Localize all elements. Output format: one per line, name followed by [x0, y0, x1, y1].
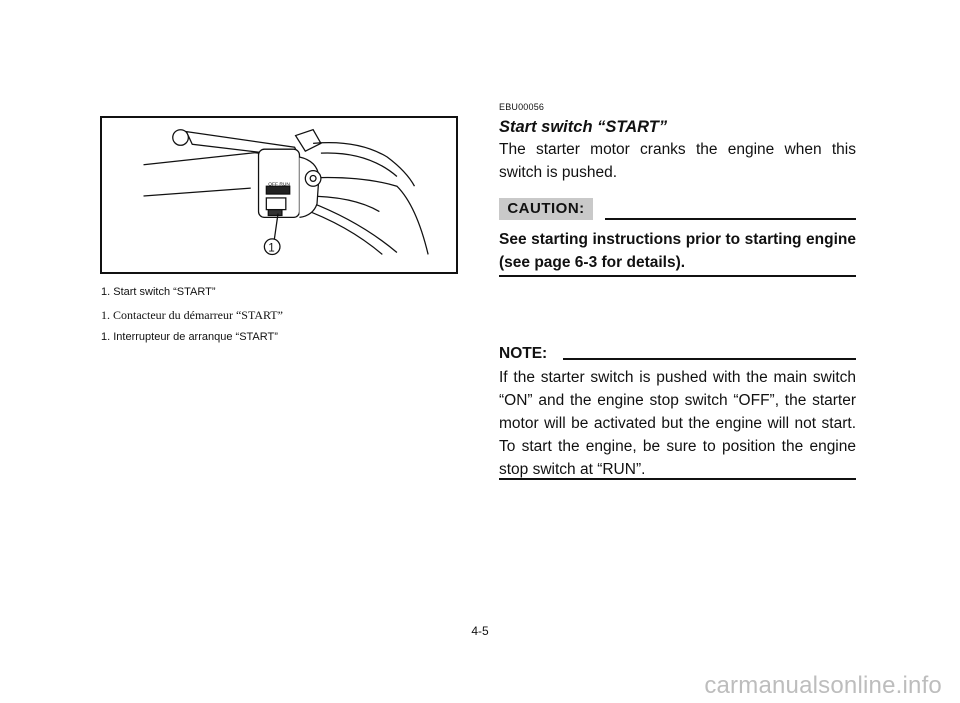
note-rule	[563, 358, 856, 360]
section-title: Start switch “START”	[499, 118, 668, 136]
note-text: If the starter switch is pushed with the main switch “ON” and the engine stop switch “OFF”, the starter motor will be activated but the engine will not start. To start the engine, be sure to position the engine stop switch at “RUN”.	[499, 369, 856, 478]
start-switch-illustration	[100, 116, 458, 274]
caution-text: See starting instructions prior to starting engine (see page 6-3 for details).	[499, 231, 856, 271]
caption-english: 1. Start switch “START”	[101, 286, 216, 298]
caution-rule	[605, 218, 856, 220]
caution-label: CAUTION:	[499, 198, 593, 220]
callout-number: 1	[268, 241, 275, 255]
caution-end-rule	[499, 275, 856, 277]
caption-french: 1. Contacteur du démarreur “START”	[101, 308, 283, 322]
note-end-rule	[499, 478, 856, 480]
note-label: NOTE:	[499, 345, 548, 362]
section-body: The starter motor cranks the engine when this switch is pushed.	[499, 141, 856, 181]
svg-text:OFF RUN: OFF RUN	[268, 182, 290, 188]
caption-spanish: 1. Interrupteur de arranque “START”	[101, 331, 278, 343]
page-number: 4-5	[471, 624, 489, 638]
watermark: carmanualsonline.info	[704, 672, 942, 699]
note-header	[499, 345, 856, 367]
handlebar-switch-drawing	[102, 118, 456, 272]
section-code: EBU00056	[499, 102, 545, 112]
caution-header	[499, 198, 856, 222]
